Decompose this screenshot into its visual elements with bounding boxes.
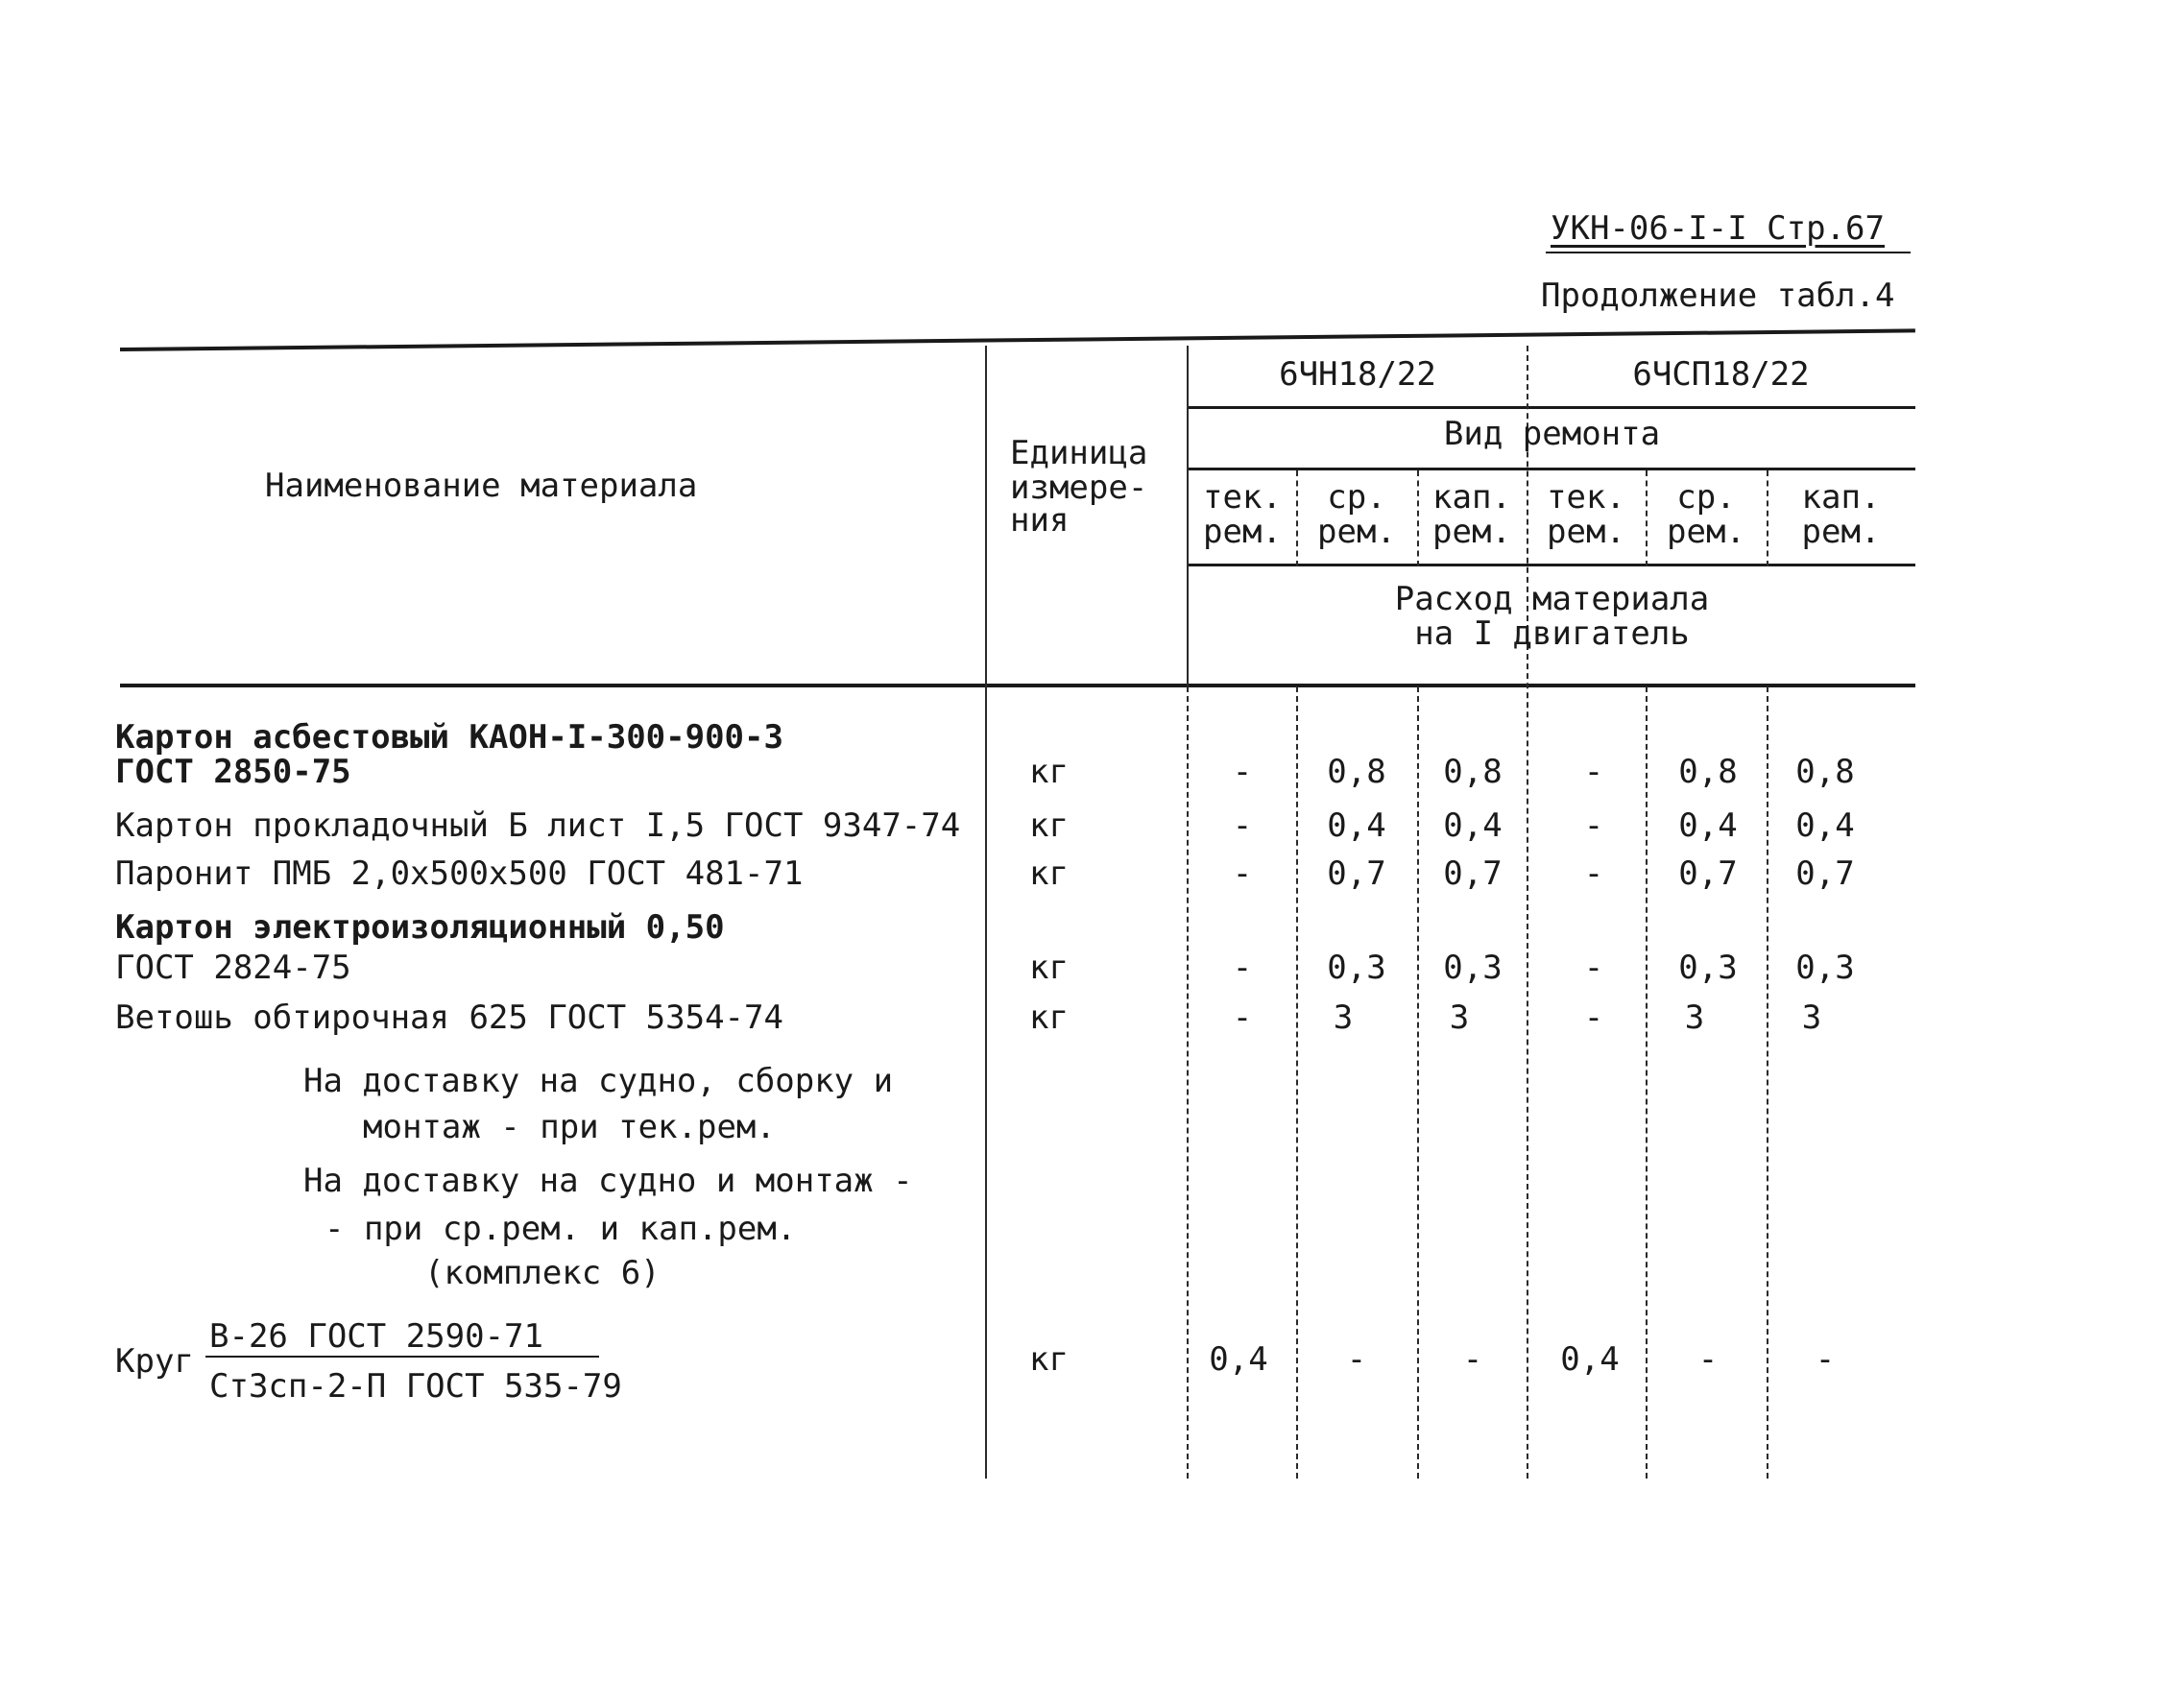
row-5-val-6: 3	[1801, 998, 1822, 1037]
row-1-name-line-1: Картон асбестовый КАОН-I-300-900-3	[115, 718, 783, 757]
unit-header-line-1: Единица	[1010, 434, 1148, 472]
consumption-line-2: на I двигатель	[1414, 614, 1690, 653]
repair-type-header: Вид ремонта	[1443, 415, 1661, 453]
row-5-unit: кг	[1029, 998, 1069, 1037]
row-3-unit: кг	[1029, 854, 1069, 893]
row-3-val-2: 0,7	[1327, 854, 1386, 893]
krug-numerator: В-26 ГОСТ 2590-71	[209, 1317, 543, 1356]
repair-col-1-line-2: рем.	[1203, 513, 1282, 551]
unit-header-line-2: измере-	[1010, 469, 1148, 507]
krug-denominator: Ст3сп-2-П ГОСТ 535-79	[209, 1367, 622, 1406]
unit-col-left-border	[985, 346, 987, 1479]
row-3-val-4: -	[1583, 854, 1604, 893]
krug-unit: кг	[1029, 1340, 1069, 1379]
repair-col-1-line-1: тек.	[1203, 478, 1282, 517]
engine-rule	[1189, 406, 1915, 409]
row-5-val-4: -	[1583, 998, 1604, 1037]
repair-col-6-line-2: рем.	[1801, 513, 1881, 551]
unit-header-line-3: ния	[1010, 501, 1070, 540]
row-4-val-4: -	[1583, 949, 1604, 987]
repair-col-5-line-1: ср.	[1676, 478, 1736, 517]
repair-col-3-line-1: кап.	[1432, 478, 1511, 517]
repair-col-6-header	[1767, 480, 1915, 549]
krug-val-5: -	[1697, 1340, 1719, 1379]
repair-col-3-line-2: рем.	[1432, 513, 1511, 551]
repair-col-3-header	[1417, 480, 1527, 549]
krug-fraction-bar	[205, 1356, 599, 1358]
row-1-val-3: 0,8	[1443, 753, 1503, 791]
note-line-4: - при ср.рем. и кап.рем.	[325, 1210, 797, 1248]
document-id-underline	[1546, 252, 1911, 253]
repair-col-5-header	[1646, 480, 1767, 549]
row-2-val-5: 0,4	[1678, 806, 1738, 845]
col-divider-1-body	[1296, 686, 1298, 1479]
repair-col-2-line-2: рем.	[1317, 513, 1396, 551]
row-3-val-6: 0,7	[1795, 854, 1855, 893]
row-5-val-1: -	[1232, 998, 1253, 1037]
row-4-val-3: 0,3	[1443, 949, 1503, 987]
row-2-val-6: 0,4	[1795, 806, 1855, 845]
note-line-3: На доставку на судно и монтаж -	[303, 1162, 913, 1200]
row-1-val-2: 0,8	[1327, 753, 1386, 791]
note-line-5: (комплекс 6)	[424, 1254, 661, 1292]
row-2-val-2: 0,4	[1327, 806, 1386, 845]
row-5-name: Ветошь обтирочная 625 ГОСТ 5354-74	[115, 998, 783, 1037]
repair-col-4-line-2: рем.	[1547, 513, 1625, 551]
row-4-name-line-1: Картон электроизоляционный 0,50	[115, 908, 725, 947]
row-4-val-1: -	[1232, 949, 1253, 987]
continuation-label: Продолжение табл.4	[1541, 277, 1895, 315]
row-4-unit: кг	[1029, 949, 1069, 987]
repair-col-6-line-1: кап.	[1801, 478, 1881, 517]
row-3-name: Паронит ПМБ 2,0х500х500 ГОСТ 481-71	[115, 854, 804, 893]
row-4-name-line-2: ГОСТ 2824-75	[115, 949, 351, 987]
row-2-unit: кг	[1029, 806, 1069, 845]
material-column-header: Наименование материала	[265, 467, 698, 505]
note-line-2: монтаж - при тек.рем.	[363, 1108, 776, 1146]
row-1-unit: кг	[1029, 753, 1069, 791]
krug-val-4: 0,4	[1560, 1340, 1620, 1379]
krug-val-1: 0,4	[1209, 1340, 1268, 1379]
row-1-val-1: -	[1232, 753, 1253, 791]
krug-label: Круг	[115, 1342, 194, 1381]
row-2-val-3: 0,4	[1443, 806, 1503, 845]
row-2-val-1: -	[1232, 806, 1253, 845]
consumption-line-1: Расход материала	[1394, 580, 1710, 618]
engine-2-header: 6ЧСП18/22	[1632, 355, 1810, 394]
row-4-val-5: 0,3	[1678, 949, 1738, 987]
row-5-val-2: 3	[1333, 998, 1354, 1037]
repair-col-5-line-2: рем.	[1667, 513, 1745, 551]
consumption-header	[1189, 582, 1915, 651]
row-2-name: Картон прокладочный Б лист I,5 ГОСТ 9347-74	[115, 806, 961, 845]
row-1-val-5: 0,8	[1678, 753, 1738, 791]
row-3-val-5: 0,7	[1678, 854, 1738, 893]
repair-col-4-header	[1527, 480, 1646, 549]
row-2-val-4: -	[1583, 806, 1604, 845]
repair-col-1-header	[1189, 480, 1296, 549]
document-id: УКН-06-I-I Стр.67	[1551, 209, 1885, 248]
row-3-val-1: -	[1232, 854, 1253, 893]
row-5-val-5: 3	[1684, 998, 1705, 1037]
krug-val-6: -	[1815, 1340, 1836, 1379]
engine-1-header: 6ЧН18/22	[1279, 355, 1436, 394]
repair-col-2-line-1: ср.	[1327, 478, 1386, 517]
row-1-val-4: -	[1583, 753, 1604, 791]
row-4-val-2: 0,3	[1327, 949, 1386, 987]
row-3-val-3: 0,7	[1443, 854, 1503, 893]
row-1-name-line-2: ГОСТ 2850-75	[115, 753, 351, 791]
repair-col-4-line-1: тек.	[1547, 478, 1625, 517]
krug-val-2: -	[1346, 1340, 1367, 1379]
note-line-1: На доставку на судно, сборку и	[303, 1062, 894, 1100]
krug-val-3: -	[1462, 1340, 1483, 1379]
table-top-rule	[120, 328, 1915, 351]
row-1-val-6: 0,8	[1795, 753, 1855, 791]
row-5-val-3: 3	[1449, 998, 1470, 1037]
row-4-val-6: 0,3	[1795, 949, 1855, 987]
repair-col-2-header	[1296, 480, 1417, 549]
